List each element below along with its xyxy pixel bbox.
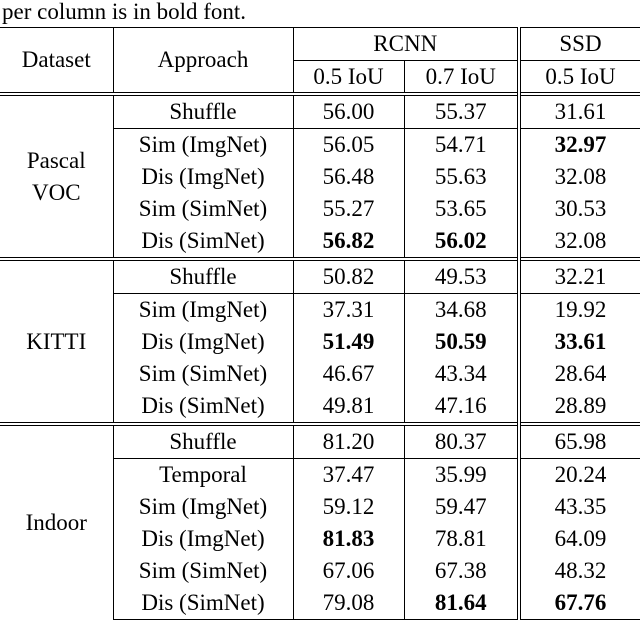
ssd-05-iou-cell: 28.89 xyxy=(554,393,607,418)
header-ssd: SSD xyxy=(519,28,640,61)
results-table xyxy=(0,27,640,620)
ssd-05-iou-cell: 19.92 xyxy=(519,294,640,327)
approach-cell: Shuffle xyxy=(113,424,293,459)
header-ssd-05-iou: 0.5 IoU xyxy=(519,61,640,95)
ssd-05-iou-cell: 32.08 xyxy=(554,164,607,189)
table-body xyxy=(0,94,640,620)
rcnn-05-iou-cell: 49.81 xyxy=(293,390,404,424)
ssd-05-iou-cell: 32.21 xyxy=(519,259,640,294)
header-rcnn: RCNN xyxy=(293,28,519,61)
table-row xyxy=(0,94,640,129)
header-rcnn-05-iou: 0.5 IoU xyxy=(293,61,404,95)
approach-cell: Sim (ImgNet) xyxy=(113,129,293,162)
rcnn-07-iou-cell: 53.65 xyxy=(404,193,519,225)
rcnn-07-iou-cell: 54.71 xyxy=(404,129,519,162)
dataset-label: Indoor xyxy=(0,424,113,620)
rcnn-07-iou-cell: 56.02 xyxy=(404,225,519,259)
approach-cell: Temporal xyxy=(113,459,293,492)
rcnn-07-iou-cell: 35.99 xyxy=(404,459,519,492)
approach-cell: Sim (ImgNet) xyxy=(113,491,293,523)
rcnn-05-iou-cell: 55.27 xyxy=(293,193,404,225)
rcnn-05-iou-cell: 37.47 xyxy=(293,459,404,492)
approach-cell: Sim (SimNet) xyxy=(113,555,293,587)
rcnn-07-iou-cell: 59.47 xyxy=(404,491,519,523)
header-dataset: Dataset xyxy=(0,28,113,95)
rcnn-05-iou-cell: 67.06 xyxy=(293,555,404,587)
rcnn-05-iou-cell: 56.00 xyxy=(293,94,404,129)
rcnn-07-iou-cell: 47.16 xyxy=(404,390,519,424)
ssd-05-iou-cell: 20.24 xyxy=(519,459,640,492)
rcnn-07-iou-cell: 34.68 xyxy=(404,294,519,327)
approach-cell: Shuffle xyxy=(113,94,293,129)
header-approach: Approach xyxy=(113,28,293,95)
rcnn-07-iou-cell: 81.64 xyxy=(404,587,519,620)
rcnn-07-iou-cell: 49.53 xyxy=(404,259,519,294)
rcnn-05-iou-cell: 56.48 xyxy=(293,161,404,193)
ssd-05-iou-cell: 64.09 xyxy=(554,526,607,551)
rcnn-05-iou-cell: 59.12 xyxy=(293,491,404,523)
ssd-05-iou-cell: 32.08 xyxy=(554,228,607,253)
approach-cell: Sim (SimNet) xyxy=(113,358,293,390)
ssd-05-iou-cell: 43.35 xyxy=(554,494,607,519)
approach-cell: Dis (ImgNet) xyxy=(113,523,293,555)
ssd-05-iou-cell: 30.53 xyxy=(554,196,607,221)
rcnn-05-iou-cell: 46.67 xyxy=(293,358,404,390)
approach-cell: Dis (ImgNet) xyxy=(113,161,293,193)
approach-cell: Sim (SimNet) xyxy=(113,193,293,225)
approach-cell: Sim (ImgNet) xyxy=(113,294,293,327)
ssd-05-iou-cell: 48.32 xyxy=(554,558,607,583)
approach-cell: Dis (SimNet) xyxy=(113,587,293,620)
rcnn-07-iou-cell: 67.38 xyxy=(404,555,519,587)
ssd-05-iou-cell: 32.97 xyxy=(519,129,640,162)
ssd-05-iou-cell: 31.61 xyxy=(519,94,640,129)
rcnn-07-iou-cell: 55.63 xyxy=(404,161,519,193)
rcnn-05-iou-cell: 56.05 xyxy=(293,129,404,162)
ssd-05-iou-cell: 28.64 xyxy=(554,361,607,386)
ssd-05-iou-cell: 65.98 xyxy=(519,424,640,459)
rcnn-07-iou-cell: 80.37 xyxy=(404,424,519,459)
rcnn-07-iou-cell: 78.81 xyxy=(404,523,519,555)
dataset-label: KITTI xyxy=(0,259,113,424)
ssd-05-iou-cell: 33.61 xyxy=(554,329,607,354)
approach-cell: Dis (SimNet) xyxy=(113,225,293,259)
table-row xyxy=(0,259,640,294)
table-row xyxy=(0,424,640,459)
rcnn-05-iou-cell: 51.49 xyxy=(293,326,404,358)
rcnn-07-iou-cell: 50.59 xyxy=(404,326,519,358)
rcnn-05-iou-cell: 81.83 xyxy=(293,523,404,555)
approach-cell: Dis (ImgNet) xyxy=(113,326,293,358)
caption-text: per column is in bold font. xyxy=(2,0,247,24)
rcnn-07-iou-cell: 43.34 xyxy=(404,358,519,390)
rcnn-05-iou-cell: 79.08 xyxy=(293,587,404,620)
rcnn-07-iou-cell: 55.37 xyxy=(404,94,519,129)
approach-cell: Dis (SimNet) xyxy=(113,390,293,424)
rcnn-05-iou-cell: 37.31 xyxy=(293,294,404,327)
approach-cell: Shuffle xyxy=(113,259,293,294)
rcnn-05-iou-cell: 50.82 xyxy=(293,259,404,294)
header-rcnn-07-iou: 0.7 IoU xyxy=(404,61,519,95)
rcnn-05-iou-cell: 56.82 xyxy=(293,225,404,259)
ssd-05-iou-cell: 67.76 xyxy=(519,587,640,620)
dataset-label: Pascal VOC xyxy=(0,94,113,259)
rcnn-05-iou-cell: 81.20 xyxy=(293,424,404,459)
